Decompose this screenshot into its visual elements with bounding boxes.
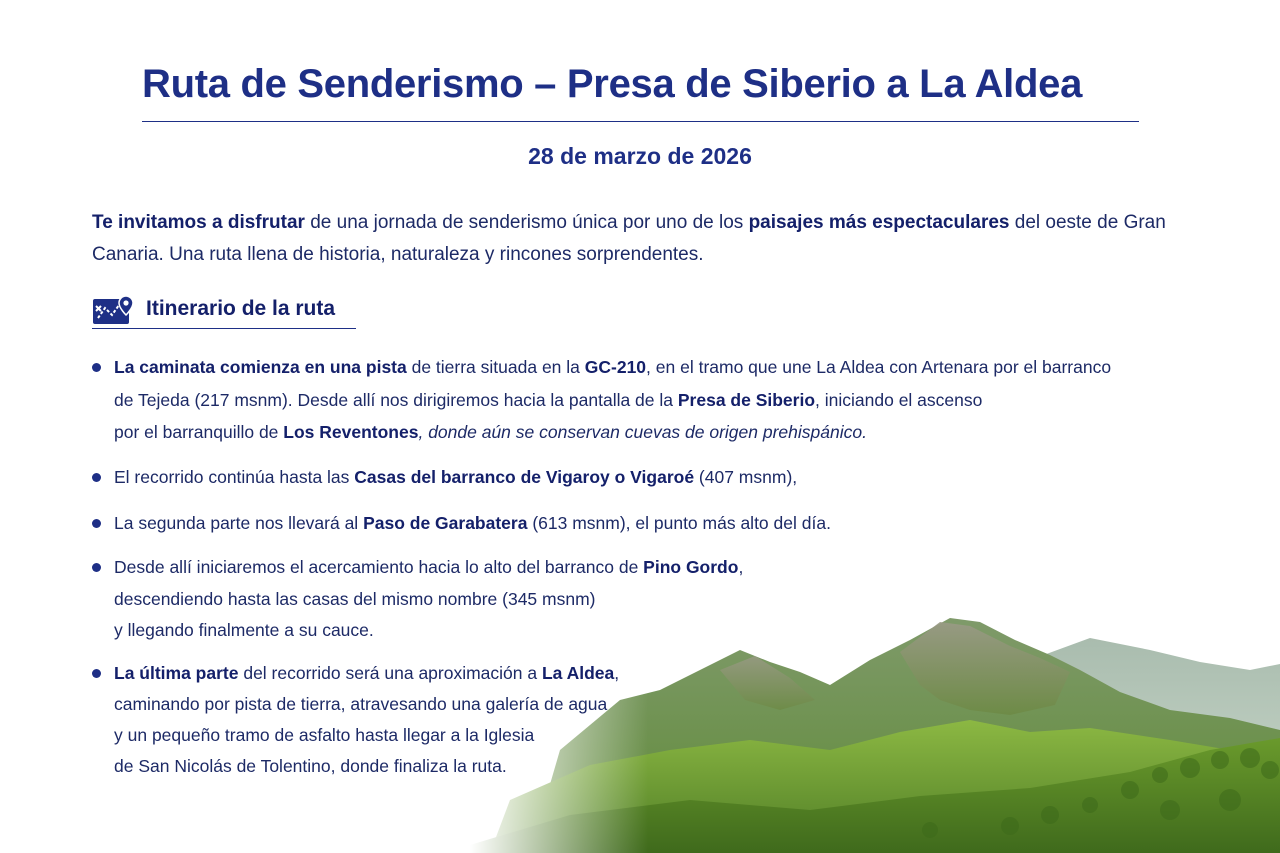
item-line: [114, 385, 982, 415]
bullet: [92, 473, 101, 482]
event-date: 28 de marzo de 2026: [528, 143, 752, 169]
item-line: [114, 552, 743, 582]
emphasis: Pino Gordo: [643, 557, 739, 577]
bullet: [92, 669, 101, 678]
item-line: descendiendo hasta las casas del mismo nombre (345 msnm): [114, 589, 596, 609]
item-line: y llegando finalmente a su cauce.: [114, 620, 374, 640]
item-line: [114, 658, 619, 688]
italic-text: , donde aún se conservan cuevas de origen prehispánico.: [418, 422, 867, 442]
item-line: [114, 352, 1111, 382]
emphasis: Los Reventones: [283, 422, 419, 442]
text: de Tejeda (217 msnm). Desde allí nos dirigiremos hacia la pantalla de la: [114, 390, 678, 410]
title-divider: [142, 121, 1139, 122]
page-title: Ruta de Senderismo – Presa de Siberio a La Aldea: [142, 62, 1083, 106]
text: (407 msnm),: [694, 467, 798, 487]
text: La segunda parte nos llevará al: [114, 513, 364, 533]
emphasis: La última parte: [114, 663, 239, 683]
text: ,: [614, 663, 620, 683]
item-line: caminando por pista de tierra, atravesando una galería de agua: [114, 694, 608, 714]
emphasis: GC-210: [584, 357, 647, 377]
intro-emphasis: paisajes más espectaculares: [748, 212, 1010, 233]
item-line: [114, 508, 831, 538]
text: ,: [738, 557, 744, 577]
text: Desde allí iniciaremos el acercamiento hacia lo alto del barranco de: [114, 557, 644, 577]
intro-paragraph: [92, 207, 1172, 271]
text: del recorrido será una aproximación a: [238, 663, 542, 683]
bullet: [92, 563, 101, 572]
text: El recorrido continúa hasta las: [114, 467, 355, 487]
item-line: [114, 462, 797, 492]
item-line: [114, 417, 867, 447]
section-title: Itinerario de la ruta: [146, 297, 336, 320]
text: por el barranquillo de: [114, 422, 284, 442]
intro-text: del oeste de Gran Canaria. Una ruta llena de historia, naturaleza y rincones sorprendentes.: [92, 212, 1166, 265]
bullet: [92, 519, 101, 528]
item-line: y un pequeño tramo de asfalto hasta llegar a la Iglesia: [114, 725, 535, 745]
emphasis: Presa de Siberio: [677, 390, 816, 410]
emphasis: La caminata comienza en una pista: [114, 357, 407, 377]
emphasis: La Aldea: [541, 663, 615, 683]
text: (613 msnm), el punto más alto del día.: [527, 513, 831, 533]
intro-text: de una jornada de senderismo única por uno de los: [304, 212, 749, 233]
bullet: [92, 363, 101, 372]
map-route-icon: [92, 294, 136, 326]
emphasis: Casas del barranco de Vigaroy o Vigaroé: [354, 467, 695, 487]
mountain-landscape-image: [470, 600, 1280, 853]
text: de tierra situada en la: [406, 357, 585, 377]
emphasis: Paso de Garabatera: [363, 513, 528, 533]
intro-emphasis: Te invitamos a disfrutar: [92, 212, 305, 233]
item-line: de San Nicolás de Tolentino, donde finaliza la ruta.: [114, 756, 507, 776]
section-divider: [92, 328, 356, 329]
text: , iniciando el ascenso: [815, 390, 983, 410]
text: , en el tramo que une La Aldea con Artenara por el barranco: [646, 357, 1112, 377]
